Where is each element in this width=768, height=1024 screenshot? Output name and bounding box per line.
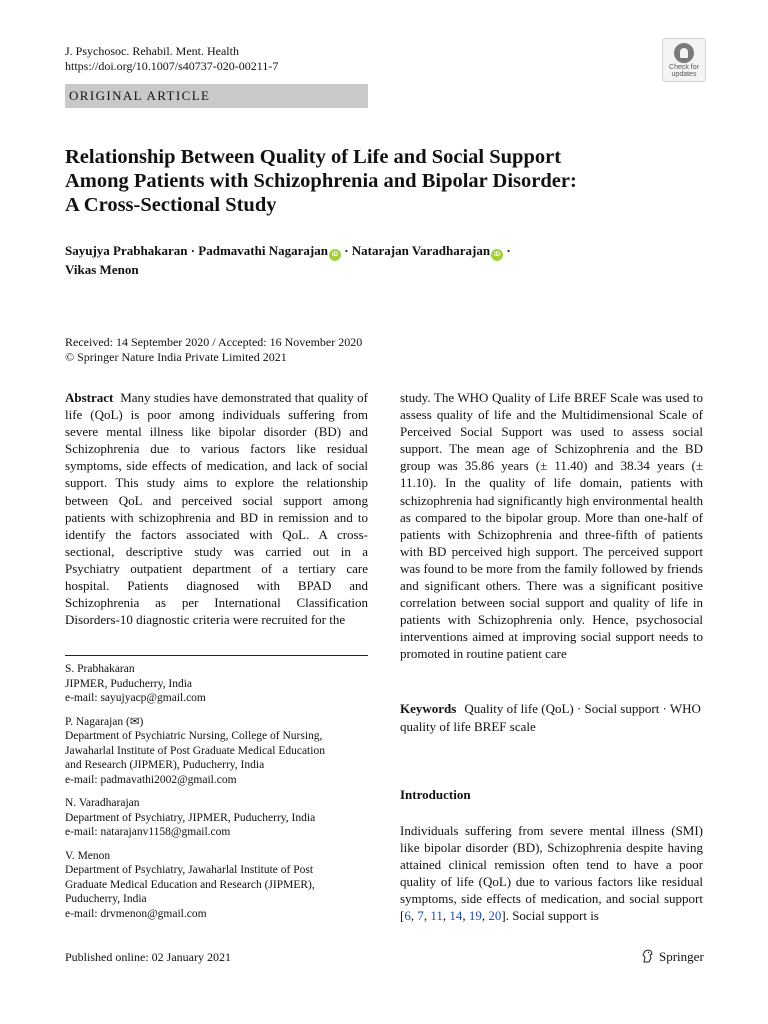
- title-line-3: A Cross-Sectional Study: [65, 194, 277, 216]
- article-type-banner: ORIGINAL ARTICLE: [65, 84, 368, 108]
- badge-line-1: Check for: [669, 64, 699, 71]
- author-separator: ·: [187, 243, 199, 258]
- affiliation-item: [65, 849, 368, 922]
- citation-link[interactable]: 14: [449, 908, 463, 924]
- received-accepted: Received: 14 September 2020 / Accepted: 16 November 2020: [65, 335, 363, 349]
- keywords-block: [400, 700, 703, 736]
- affiliation-email[interactable]: e-mail: drvmenon@gmail.com: [65, 907, 207, 920]
- journal-name: J. Psychosoc. Rehabil. Ment. Health: [65, 44, 239, 58]
- published-online: Published online: 02 January 2021: [65, 950, 231, 964]
- affiliations: [65, 662, 368, 930]
- crossmark-icon: [674, 43, 694, 63]
- affiliation-name: V. Menon: [65, 849, 111, 862]
- affiliation-line: Puducherry, India: [65, 893, 147, 905]
- affiliation-line: Department of Psychiatry, JIPMER, Puducherry, India: [65, 811, 316, 824]
- abstract-label: Abstract: [65, 390, 114, 405]
- title-line-2: Among Patients with Schizophrenia and Bipolar Disorder:: [65, 170, 577, 192]
- keywords-label: Keywords: [400, 701, 457, 716]
- affiliation-line: Graduate Medical Education and Research (JIPMER),: [65, 878, 315, 891]
- badge-line-2: updates: [671, 71, 697, 78]
- affiliation-item: [65, 662, 368, 706]
- journal-header: [65, 44, 278, 74]
- affiliation-divider: [65, 655, 368, 656]
- publisher-logo: [641, 949, 704, 965]
- article-title: [65, 145, 705, 217]
- affiliation-email[interactable]: e-mail: natarajanv1158@gmail.com: [65, 826, 231, 838]
- orcid-icon[interactable]: iD: [329, 249, 341, 261]
- citation-separator: ,: [442, 908, 450, 924]
- affiliation-line: Department of Psychiatry, Jawaharlal Institute of Post: [65, 864, 314, 876]
- citation-link[interactable]: 7: [417, 908, 424, 924]
- affiliation-line: JIPMER, Puducherry, India: [65, 677, 193, 690]
- doi-link[interactable]: https://doi.org/10.1007/s40737-020-00211-7: [65, 59, 279, 73]
- citation-separator: ,: [462, 908, 469, 924]
- abstract-text-left: Many studies have demonstrated that quality of life (QoL) is poor among individuals suffering from severe mental illness like bipolar disorder (BD) and Schizophrenia due to various factors like residual symptoms, side effects of medication, and lack of social support. This study aims to explore the relationship between QoL and perceived social support among patients with schizophrenia and BD in remission and to identify the factors associated with QoL. A cross-sectional, descriptive study was carried out in a Psychiatry outpatient department of a tertiary care hospital. Patients diagnosed with BPAD and Schizophrenia as per International Classification Disorders-10 diagnostic criteria were recruited for the: [65, 390, 368, 628]
- affiliation-line: Jawaharlal Institute of Post Graduate Medical Education: [65, 744, 325, 757]
- copyright-line: © Springer Nature India Private Limited 2021: [65, 350, 287, 364]
- abstract-right-column: study. The WHO Quality of Life BREF Scale was used to assess quality of life and the Multidimensional Scale of Perceived Social Support was used to assess social support. The mean age of Schizophrenia and the BD group was 35.86 years (± 11.40) and 38.34 years (± 11.10). In the quality of life domain, patients with schizophrenia had significantly high environmental health as compared to the bipolar group. More than one-half of patients with Schizophrenia and three-fifth of patients with BD perceived high support. The perceived support was found to be more from the family followed by friends and significant others. There was a significant positive correlation between social support and quality of life in patients with Schizophrenia only. Hence, psychosocial interventions aimed at improving social support needs to promoted in routine patient care: [400, 390, 703, 662]
- affiliation-name: N. Varadharajan: [65, 797, 140, 809]
- citation-separator: ,: [481, 908, 489, 924]
- citation-link[interactable]: 11: [430, 908, 443, 924]
- citation-link[interactable]: 19: [468, 908, 482, 924]
- check-for-updates-badge[interactable]: [662, 38, 706, 82]
- introduction-heading: Introduction: [400, 787, 471, 802]
- author-separator: ·: [503, 243, 511, 258]
- citation-link[interactable]: 6: [404, 908, 411, 924]
- abstract-left-column: [65, 389, 368, 628]
- article-dates: [65, 335, 362, 365]
- affiliation-name: P. Nagarajan (✉): [65, 715, 144, 728]
- author-1: Sayujya Prabhakaran: [65, 243, 188, 258]
- affiliation-name: S. Prabhakaran: [65, 663, 135, 675]
- citation-link[interactable]: 20: [488, 908, 502, 924]
- author-3: Natarajan Varadharajan: [351, 243, 491, 258]
- springer-horse-icon: [641, 949, 655, 963]
- affiliation-item: [65, 796, 368, 840]
- intro-tail: ]. Social support is: [501, 908, 599, 924]
- intro-paragraph: Individuals suffering from severe mental illness (SMI) like bipolar disorder (BD), Schizophrenia despite having attained clinical remission often tend to have a poor quality of life (QoL) due to various factors like residual symptoms, side effects of medication, and social support [: [400, 823, 703, 924]
- author-separator: ·: [340, 243, 352, 258]
- citation-separator: ,: [410, 908, 418, 924]
- title-line-1: Relationship Between Quality of Life and Social Support: [65, 146, 562, 168]
- keywords-text: Quality of life (QoL) · Social support · WHO quality of life BREF scale: [400, 701, 701, 734]
- orcid-icon[interactable]: iD: [491, 249, 503, 261]
- affiliation-email[interactable]: e-mail: sayujyacp@gmail.com: [65, 692, 206, 704]
- author-4: Vikas Menon: [65, 262, 139, 277]
- affiliation-email[interactable]: e-mail: padmavathi2002@gmail.com: [65, 773, 237, 786]
- citation-separator: ,: [423, 908, 431, 924]
- introduction-text: [400, 822, 703, 925]
- affiliation-item: [65, 715, 368, 788]
- affiliation-line: and Research (JIPMER), Puducherry, India: [65, 759, 265, 771]
- author-2: Padmavathi Nagarajan: [198, 243, 328, 258]
- publisher-name: Springer: [659, 949, 704, 964]
- author-list: [65, 242, 705, 279]
- affiliation-line: Department of Psychiatric Nursing, College of Nursing,: [65, 730, 323, 742]
